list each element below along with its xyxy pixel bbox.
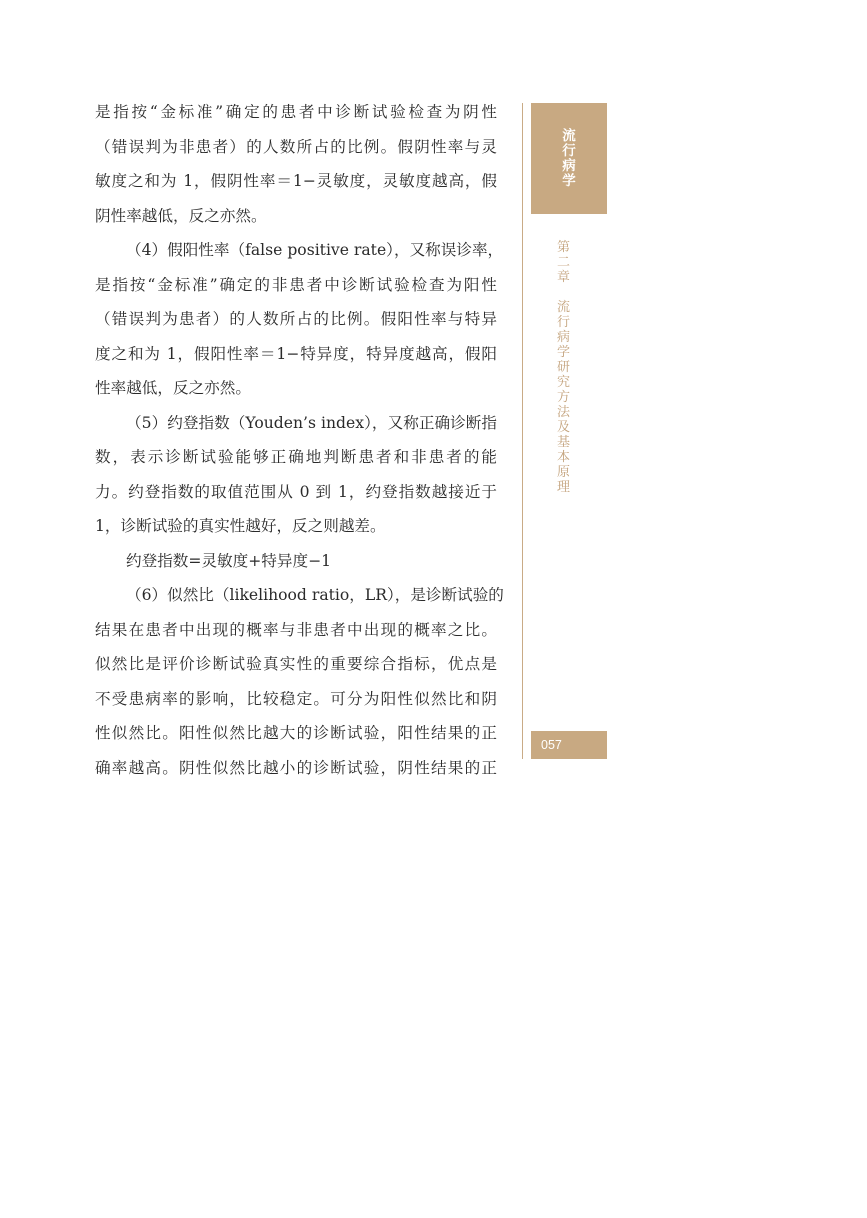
chapter-title: 学 <box>556 345 570 360</box>
formula-line: 约登指数=灵敏度+特异度−1 <box>126 551 332 570</box>
chapter-title: 方 <box>556 390 570 405</box>
text-line: 度之和为 1，假阳性率＝1−特异度，特异度越高，假阳 <box>95 344 497 363</box>
chapter-title: 基 <box>556 435 570 450</box>
chapter-title: 流 <box>556 300 570 315</box>
chapter-title: 本 <box>556 450 570 465</box>
text-line: 似然比是评价诊断试验真实性的重要综合指标，优点是 <box>95 655 497 673</box>
text-line: 确率越高。阴性似然比越小的诊断试验，阴性结果的正 <box>95 758 497 777</box>
text-line: 数，表示诊断试验能够正确地判断患者和非患者的能 <box>95 448 497 466</box>
chapter-title: 究 <box>556 375 570 390</box>
text-line: （错误判为患者）的人数所占的比例。假阳性率与特异 <box>95 310 497 328</box>
page-number: 057 <box>531 731 607 759</box>
chapter-title: 病 <box>556 330 570 345</box>
text-line: 结果在患者中出现的概率与非患者中出现的概率之比。 <box>95 620 497 639</box>
text-line: 是指按“金标准”确定的非患者中诊断试验检查为阳性 <box>95 275 497 294</box>
sidebar-divider <box>522 103 523 759</box>
chapter-title: 理 <box>556 480 570 495</box>
text-line: （6）似然比（likelihood ratio，LR），是诊断试验的 <box>126 586 504 604</box>
text-line: 是指按“金标准”确定的患者中诊断试验检查为阴性 <box>95 103 497 121</box>
text-line: （错误判为非患者）的人数所占的比例。假阴性率与灵 <box>95 137 497 156</box>
chapter-title: 法 <box>556 405 570 420</box>
chapter-title: 行 <box>556 315 570 330</box>
text-line: 1，诊断试验的真实性越好，反之则越差。 <box>95 517 386 535</box>
text-line: 性似然比。阳性似然比越大的诊断试验，阳性结果的正 <box>95 724 497 742</box>
text-line: （4）假阳性率（false positive rate），又称误诊率， <box>126 241 504 259</box>
chapter-number: 章 <box>556 270 570 285</box>
text-line: 阴性率越低，反之亦然。 <box>95 206 267 225</box>
chapter-title: 研 <box>556 360 570 375</box>
text-line: （5）约登指数（Youden’s index），又称正确诊断指 <box>126 413 497 432</box>
chapter-heading <box>555 240 572 495</box>
text-line: 性率越低，反之亦然。 <box>95 379 251 397</box>
text-line: 敏度之和为 1，假阴性率＝1−灵敏度，灵敏度越高，假 <box>95 172 497 190</box>
text-line: 力。约登指数的取值范围从 0 到 1，约登指数越接近于 <box>95 482 497 501</box>
book-title-tab <box>531 103 607 214</box>
text-line: 不受患病率的影响，比较稳定。可分为阳性似然比和阴 <box>95 689 497 708</box>
chapter-number: 第 <box>556 240 570 255</box>
chapter-title: 及 <box>556 420 570 435</box>
book-title: 流 行 病 学 <box>562 128 576 189</box>
body-text <box>95 97 504 787</box>
chapter-number: 二 <box>556 255 570 270</box>
chapter-title: 原 <box>556 465 570 480</box>
